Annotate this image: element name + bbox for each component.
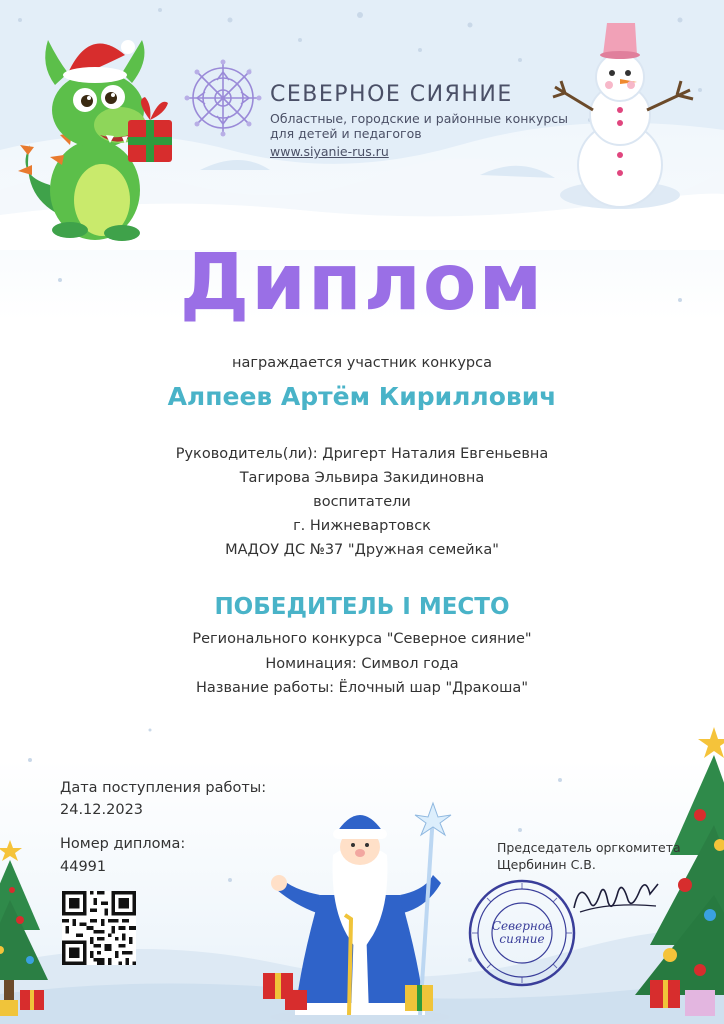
supervisor-institution: МАДОУ ДС №37 "Дружная семейка" [225, 542, 499, 558]
stamp-text-line1: Северное [491, 919, 553, 933]
date-label: Дата поступления работы: [60, 780, 267, 796]
org-name: СЕВЕРНОЕ СИЯНИЕ [270, 82, 513, 107]
org-subtitle [270, 111, 568, 141]
supervisor-line-1: Руководитель(ли): Дригерт Наталия Евгеньевна [175, 446, 549, 462]
logo-snowflake-icon [183, 58, 263, 138]
work-title: Название работы: Ёлочный шар "Дракоша" [196, 680, 528, 696]
signature [570, 872, 662, 920]
org-url-link[interactable]: www.siyanie-rus.ru [270, 144, 389, 159]
diploma-title: Диплом [179, 238, 545, 328]
chair-title: Председатель оргкомитета [497, 840, 681, 855]
diploma-number-value: 44991 [60, 859, 107, 875]
supervisor-city: г. Нижневартовск [293, 518, 431, 534]
contest-name: Регионального конкурса "Северное сияние" [192, 631, 532, 647]
christmas-tree-icon [0, 830, 60, 1024]
stamp-seal [467, 878, 577, 988]
participant-name: Алпеев Артём Кириллович [167, 382, 557, 411]
stamp-text-line2: сияние [499, 932, 545, 946]
org-subtitle-line1: Областные, городские и районные конкурсы [270, 111, 569, 126]
supervisor-position: воспитатели [313, 494, 411, 510]
awarded-text: награждается участник конкурса [232, 355, 492, 371]
winner-place: ПОБЕДИТЕЛЬ I МЕСТО [214, 594, 510, 620]
snowman-illustration [545, 15, 705, 215]
date-value: 24.12.2023 [60, 802, 144, 818]
dragon-illustration [10, 25, 190, 250]
diploma-number-label: Номер диплома: [60, 836, 186, 852]
supervisor-line-2: Тагирова Эльвира Закидиновна [239, 470, 485, 486]
nomination: Номинация: Символ года [265, 656, 459, 672]
qr-code [62, 891, 136, 965]
santa-illustration [255, 795, 465, 1024]
org-subtitle-line2: для детей и педагогов [270, 126, 422, 141]
chair-name: Щербинин С.В. [497, 857, 596, 872]
